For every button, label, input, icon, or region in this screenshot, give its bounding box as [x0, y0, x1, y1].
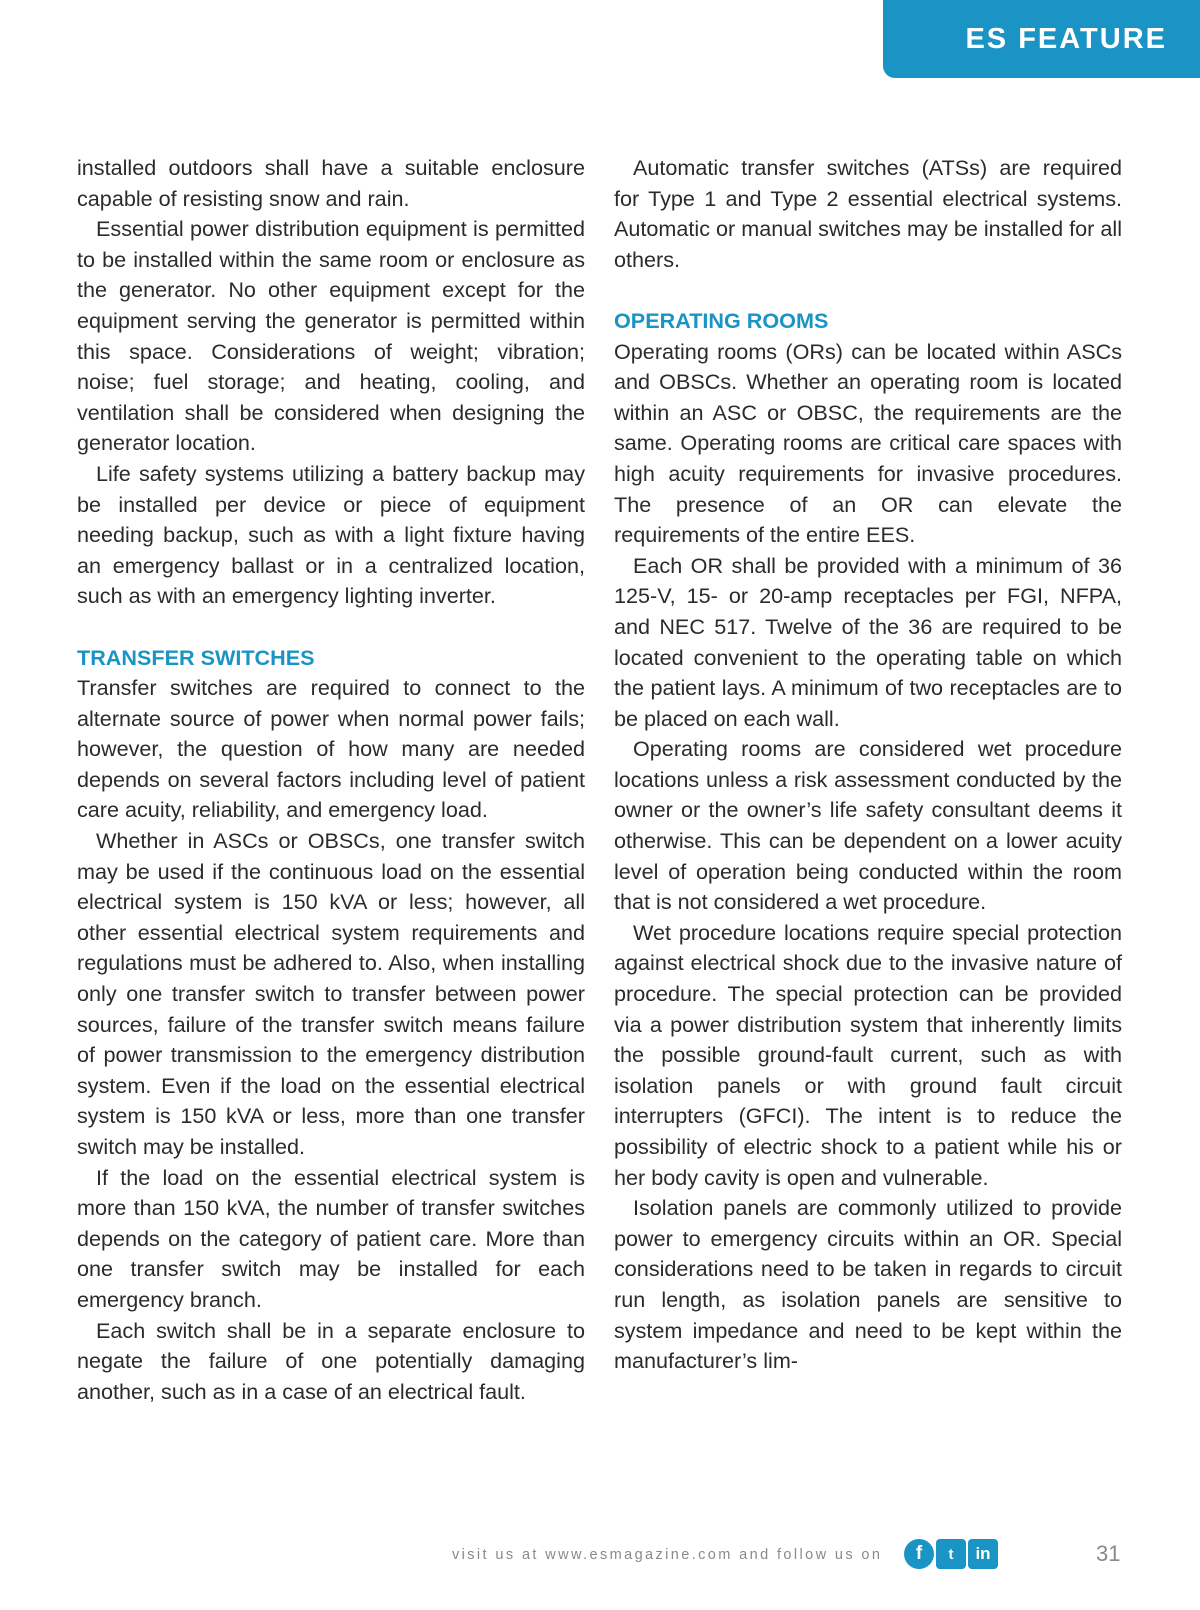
paragraph: Whether in ASCs or OBSCs, one transfer switch may be used if the continuous load on the essential electrical system is 150 kVA or less; however, all other essential electrical system requirements and regulations must be adhered to. Also, when installing only one transfer switch to transfer between power sources, failure of the transfer switch means failure of power transmission to the emergency distribution system. Even if the load on the essential electrical system is 150 kVA or less, more than one transfer switch may be installed.: [77, 828, 585, 1159]
linkedin-icon[interactable]: in: [968, 1539, 998, 1569]
section-heading-transfer-switches: TRANSFER SWITCHES: [77, 644, 315, 670]
paragraph: Wet procedure locations require special protection against electrical shock due to the invasive nature of procedure. The special protection can be provided via a power distribution system that inherently limits the possible ground-fault current, such as with isolation panels or with ground fault circuit interrupters (GFCI). The intent is to reduce the possibility of electric shock to a patient while his or her body cavity is open and vulnerable.: [614, 919, 1122, 1190]
twitter-icon[interactable]: t: [936, 1539, 966, 1569]
paragraph: Operating rooms (ORs) can be located within ASCs and OBSCs. Whether an operating room is located within an ASC or OBSC, the requirements are the same. Operating rooms are critical care spaces with high acuity requirements for invasive procedures. The presence of an OR can elevate the requirements of the entire EES.: [614, 338, 1122, 548]
paragraph: If the load on the essential electrical system is more than 150 kVA, the number of transfer switches depends on the category of patient care. More than one transfer switch may be installed for each emergency branch.: [77, 1164, 585, 1312]
section-heading-operating-rooms: OPERATING ROOMS: [614, 307, 829, 333]
paragraph: Each switch shall be in a separate enclosure to negate the failure of one potentially damaging another, such as in a case of an electrical fault.: [77, 1317, 585, 1404]
paragraph: Isolation panels are commonly utilized to provide power to emergency circuits within an OR. Special considerations need to be taken in regards to circuit run length, as isolation panels are sensitive to system impedance and need to be kept within the manufacturer’s lim-: [614, 1195, 1122, 1374]
paragraph: installed outdoors shall have a suitable enclosure capable of resisting snow and rain.: [77, 155, 585, 211]
paragraph: Automatic transfer switches (ATSs) are required for Type 1 and Type 2 essential electrical systems. Automatic or manual switches may be installed for all others.: [614, 155, 1122, 272]
paragraph: Life safety systems utilizing a battery backup may be installed per device or piece of equipment needing backup, such as with a light fixture having an emergency ballast or in a centralized location, such as with an emergency lighting inverter.: [77, 460, 585, 609]
right-column: [614, 153, 1122, 1377]
footer-text: visit us at www.esmagazine.com and follow us on: [452, 1547, 883, 1563]
paragraph: Essential power distribution equipment is permitted to be installed within the same room or enclosure as the generator. No other equipment except for the equipment serving the generator is permitted within this space. Considerations of weight; vibration; noise; fuel storage; and heating, cooling, and ventilation shall be considered when designing the generator location.: [77, 216, 585, 456]
paragraph: Transfer switches are required to connect to the alternate source of power when normal power fails; however, the question of how many are needed depends on several factors including level of patient care acuity, reliability, and emergency load.: [77, 675, 585, 823]
social-icons: [904, 1539, 998, 1569]
page-number: 31: [1096, 1541, 1121, 1566]
page-footer: [0, 1537, 1200, 1577]
paragraph: Each OR shall be provided with a minimum of 36 125-V, 15- or 20-amp receptacles per FGI, NFPA, and NEC 517. Twelve of the 36 are required to be located convenient to the operating table on which the patient lays. A minimum of two receptacles are to be placed on each wall.: [614, 552, 1122, 731]
paragraph: Operating rooms are considered wet procedure locations unless a risk assessment conducted by the owner or the owner’s life safety consultant deems it otherwise. This can be dependent on a lower acuity level of operation being conducted within the room that is not considered a wet procedure.: [614, 736, 1122, 915]
left-column: [77, 153, 585, 1407]
section-tab: ES FEATURE: [883, 0, 1200, 78]
facebook-icon[interactable]: f: [904, 1539, 934, 1569]
